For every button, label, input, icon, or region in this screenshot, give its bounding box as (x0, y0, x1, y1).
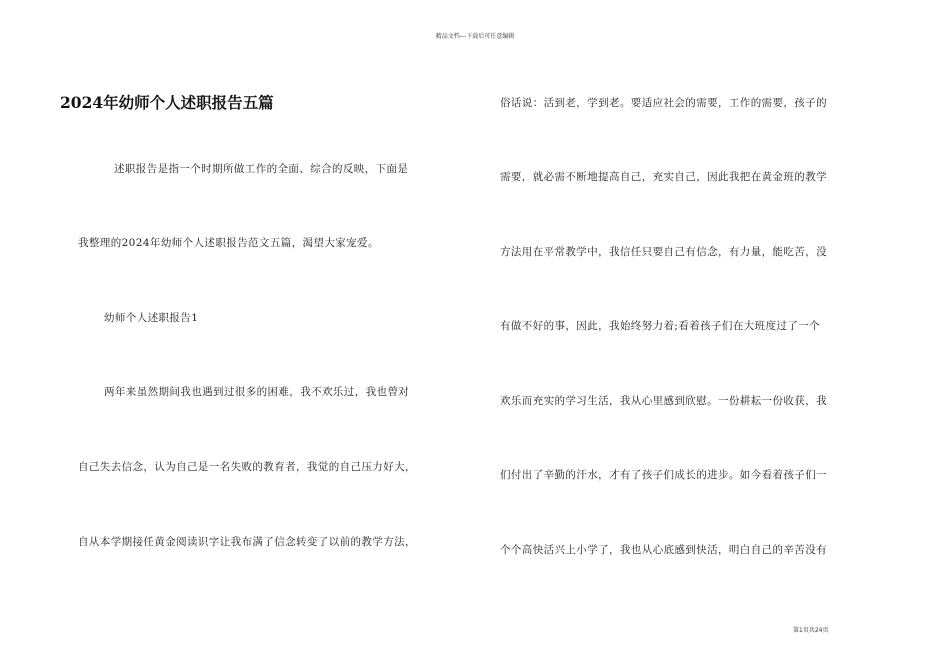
page-number: 第1页共24页 (793, 627, 829, 634)
paragraph-line: 俗话说：活到老，学到老。要适应社会的需要，工作的需要，孩子的 (500, 97, 827, 109)
paragraph-line: 自己失去信念，认为自己是一名失败的教育者，我觉的自己压力好大， (78, 461, 416, 473)
paragraph-line: 自从本学期接任黄金阅读识字让我布满了信念转变了以前的教学方法， (78, 536, 416, 548)
paragraph-line: 个个高快活兴上小学了，我也从心底感到快活，明白自己的辛苦没有 (500, 544, 827, 556)
paragraph-line: 们付出了辛勤的汗水，才有了孩子们成长的进步。如今看着孩子们一 (500, 469, 827, 481)
paragraph-line: 两年来虽然期间我也遇到过很多的困难，我不欢乐过，我也曾对 (104, 386, 410, 398)
paragraph-line: 欢乐而充实的学习生活，我从心里感到欣慰。一份耕耘一份收获，我 (500, 395, 827, 407)
paragraph-line: 我整理的2024年幼师个人述职报告范文五篇，渴望大家宠爱。 (78, 237, 379, 249)
header-note: 精品文档---下载后可任意编辑 (435, 33, 515, 40)
paragraph-line: 述职报告是指一个时期所做工作的全面、综合的反映，下面是 (114, 163, 409, 175)
paragraph-line: 有做不好的事，因此，我始终努力着;看着孩子们在大班度过了一个 (500, 320, 821, 332)
section-heading: 幼师个人述职报告1 (104, 312, 199, 324)
document-title: 2024年幼师个人述职报告五篇 (60, 93, 274, 112)
paragraph-line: 方法用在平常教学中，我信任只要自己有信念，有力量，能吃苦，没 (500, 246, 827, 258)
paragraph-line: 需要，就必需不断地提高自己，充实自己，因此我把在黄金班的教学 (500, 171, 827, 183)
